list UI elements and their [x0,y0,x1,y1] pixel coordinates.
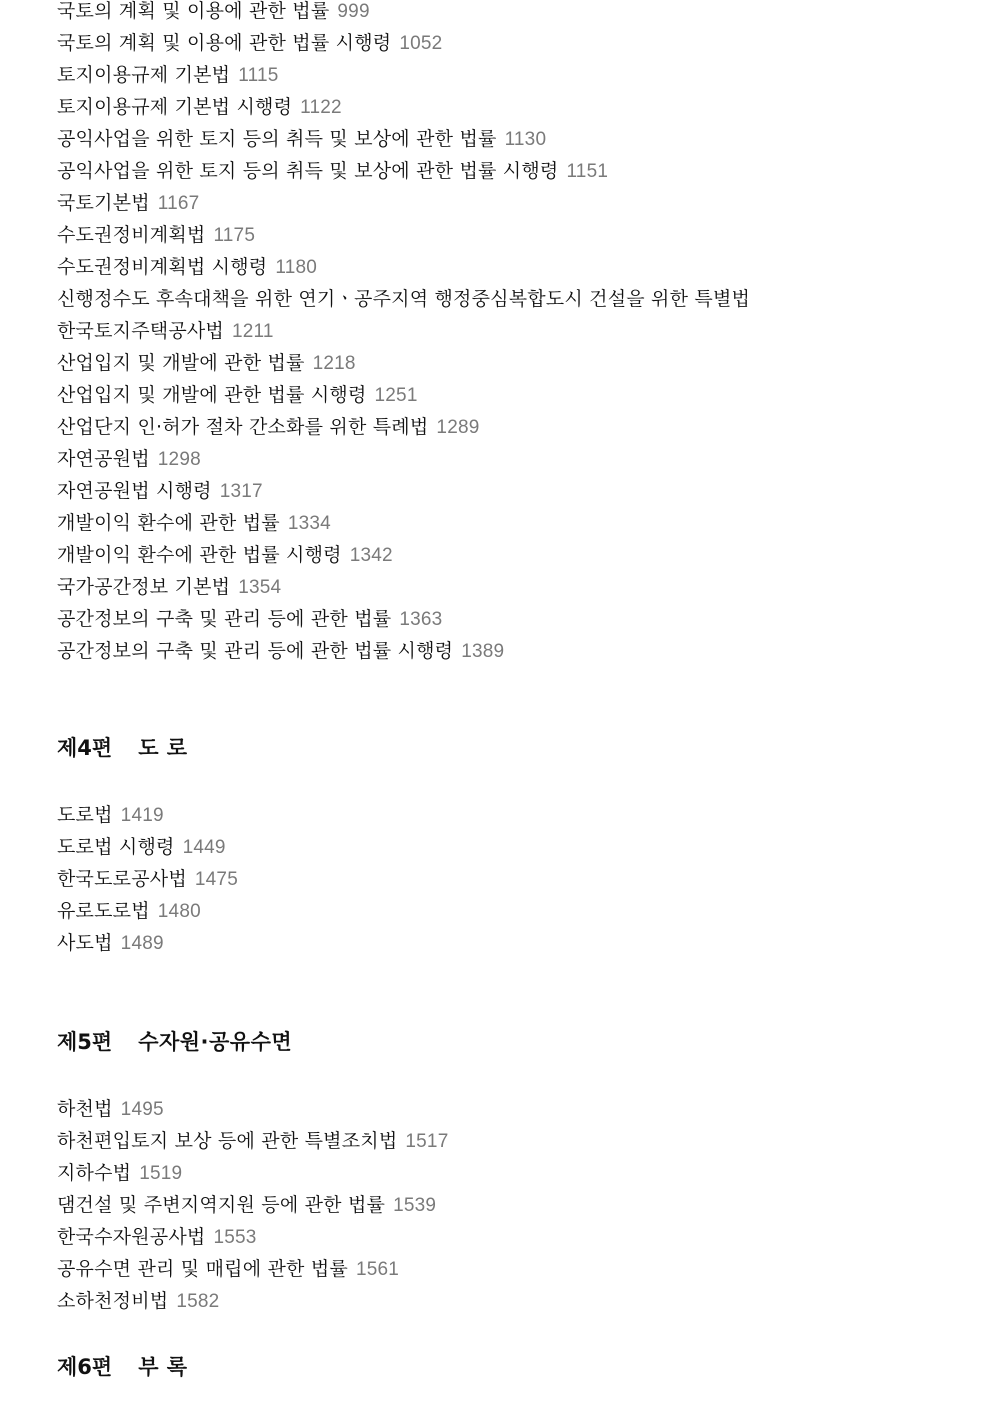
toc-entry-title: 공익사업을 위한 토지 등의 취득 및 보상에 관한 법률 [57,128,497,150]
toc-entry-page-number: 1342 [349,545,393,566]
toc-entry-page-number: 999 [337,1,370,22]
toc-entry-page-number: 1151 [566,161,609,182]
toc-entry-page-number: 1334 [287,513,331,534]
toc-entry [57,900,238,932]
toc-entry-page-number: 1122 [300,97,342,118]
toc-entry-title: 공유수면 관리 및 매립에 관한 법률 [57,1258,348,1280]
toc-entry [57,1258,448,1290]
toc-entry [57,544,750,576]
toc-entry [57,868,238,900]
toc-entry-title: 공간정보의 구축 및 관리 등에 관한 법률 시행령 [57,640,454,662]
toc-entry-page-number: 1130 [504,129,547,150]
toc-entry-title: 개발이익 환수에 관한 법률 [57,512,280,534]
toc-entry-title: 개발이익 환수에 관한 법률 시행령 [57,544,342,566]
toc-entry [57,608,750,640]
toc-entry-title: 산업입지 및 개발에 관한 법률 [57,352,305,374]
toc-entry [57,512,750,544]
toc-entry [57,576,750,608]
toc-entry-page-number: 1298 [157,449,201,470]
toc-entry [57,224,750,256]
toc-entry [57,352,750,384]
toc-entry [57,836,238,868]
toc-entry [57,96,750,128]
toc-entry [57,1098,448,1130]
toc-entry-title: 공간정보의 구축 및 관리 등에 관한 법률 [57,608,392,630]
toc-entry [57,288,750,320]
toc-entry [57,384,750,416]
toc-entry [57,932,238,964]
part3-toc-list [57,0,750,672]
toc-entry-page-number: 1363 [399,609,443,630]
toc-entry [57,256,750,288]
toc-entry-page-number: 1449 [182,837,226,858]
toc-entry-page-number: 1480 [157,901,201,922]
toc-entry-page-number: 1561 [355,1259,400,1280]
toc-entry-title: 한국토지주택공사법 [57,320,224,342]
toc-entry [57,1226,448,1258]
toc-entry-page-number: 1251 [374,385,418,406]
toc-entry-title: 토지이용규제 기본법 [57,64,231,86]
toc-entry-page-number: 1553 [213,1227,257,1248]
toc-entry-title: 댐건설 및 주변지역지원 등에 관한 법률 [57,1194,386,1216]
toc-entry-page-number: 1489 [120,933,164,954]
part4-name: 도 로 [138,736,188,760]
toc-entry [57,1130,448,1162]
toc-entry-title: 사도법 [57,932,113,954]
toc-entry [57,804,238,836]
toc-entry-page-number: 1582 [176,1291,220,1312]
part5-name: 수자원·공유수면 [138,1030,293,1054]
toc-entry-title: 국토의 계획 및 이용에 관한 법률 시행령 [57,32,392,54]
toc-entry-title: 토지이용규제 기본법 시행령 [57,96,293,118]
toc-entry-title: 산업단지 인·허가 절차 간소화를 위한 특례법 [57,416,429,438]
toc-entry-title: 지하수법 [57,1162,132,1184]
toc-entry [57,480,750,512]
toc-entry-page-number: 1052 [399,33,443,54]
toc-entry-title: 신행정수도 후속대책을 위한 연기ㆍ공주지역 행정중심복합도시 건설을 위한 특별법 [57,288,751,310]
part5-heading [57,1029,292,1055]
toc-entry [57,320,750,352]
part5-number: 제5편 [57,1030,113,1054]
toc-entry [57,64,750,96]
toc-entry [57,448,750,480]
toc-entry-title: 수도권정비계획법 시행령 [57,256,268,278]
toc-entry [57,160,750,192]
toc-entry-title: 도로법 [57,804,113,826]
toc-entry-title: 하천편입토지 보상 등에 관한 특별조치법 [57,1130,398,1152]
toc-entry-title: 국가공간정보 기본법 [57,576,231,598]
toc-entry-title: 국토기본법 [57,192,150,214]
toc-entry-page-number: 1175 [213,225,256,246]
toc-entry-page-number: 1317 [219,481,263,502]
toc-entry-title: 자연공원법 시행령 [57,480,212,502]
toc-entry-page-number: 1289 [436,417,480,438]
toc-entry [57,1290,448,1322]
toc-entry-title: 수도권정비계획법 [57,224,206,246]
toc-entry [57,192,750,224]
part6-name: 부 록 [138,1355,188,1379]
part6-heading [57,1354,188,1380]
toc-entry-page-number: 1389 [461,641,505,662]
toc-entry-title: 한국도로공사법 [57,868,187,890]
toc-entry-page-number: 1519 [139,1163,183,1184]
part5-toc-list [57,1098,448,1322]
toc-entry [57,0,750,32]
part6-number: 제6편 [57,1355,113,1379]
toc-entry-page-number: 1354 [238,577,282,598]
toc-entry-page-number: 1180 [275,257,318,278]
toc-entry-page-number: 1167 [157,193,200,214]
toc-entry-title: 한국수자원공사법 [57,1226,206,1248]
toc-entry-page-number: 1495 [120,1099,164,1120]
toc-entry-title: 하천법 [57,1098,113,1120]
toc-entry [57,1194,448,1226]
toc-entry [57,640,750,672]
toc-entry-page-number: 1419 [120,805,164,826]
toc-entry-page-number: 1218 [312,353,356,374]
toc-entry [57,32,750,64]
toc-entry [57,1162,448,1194]
toc-entry-title: 공익사업을 위한 토지 등의 취득 및 보상에 관한 법률 시행령 [57,160,559,182]
part4-toc-list [57,804,238,964]
toc-entry-title: 도로법 시행령 [57,836,175,858]
toc-entry [57,416,750,448]
toc-entry-title: 산업입지 및 개발에 관한 법률 시행령 [57,384,367,406]
toc-entry-title: 국토의 계획 및 이용에 관한 법률 [57,0,330,22]
part4-number: 제4편 [57,736,113,760]
toc-entry-page-number: 1539 [393,1195,437,1216]
toc-entry-title: 자연공원법 [57,448,150,470]
toc-entry-page-number: 1115 [238,65,279,86]
part4-heading [57,735,188,761]
toc-entry-title: 소하천정비법 [57,1290,169,1312]
toc-entry [57,128,750,160]
toc-entry-page-number: 1475 [194,869,238,890]
toc-entry-page-number: 1211 [232,321,274,342]
toc-entry-page-number: 1517 [405,1131,449,1152]
toc-entry-title: 유로도로법 [57,900,150,922]
